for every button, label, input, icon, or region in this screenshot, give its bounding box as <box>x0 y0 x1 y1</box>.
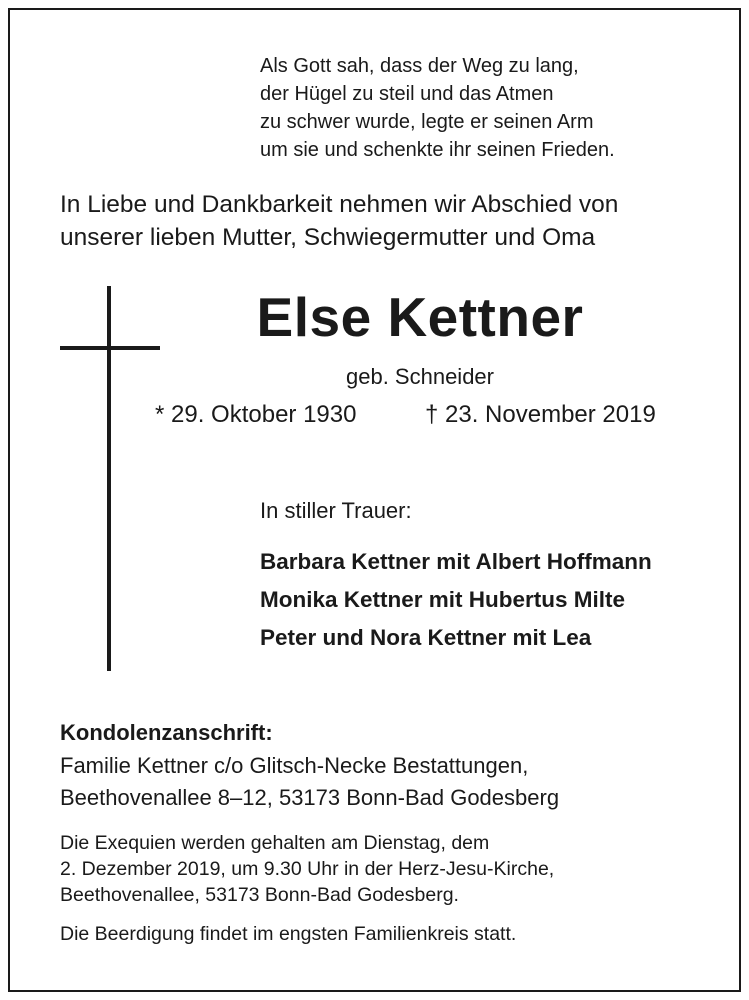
poem-line: Als Gott sah, dass der Weg zu lang, <box>260 55 579 77</box>
mourning-label: In stiller Trauer: <box>260 498 412 523</box>
poem <box>260 52 615 164</box>
intro-line: In Liebe und Dankbarkeit nehmen wir Abschied von <box>60 191 619 218</box>
poem-line: zu schwer wurde, legte er seinen Arm <box>260 111 594 133</box>
condolence-address <box>60 750 559 814</box>
poem-line: um sie und schenkte ihr seinen Frieden. <box>260 139 615 161</box>
deceased-name: Else Kettner <box>256 286 584 348</box>
poem-line: der Hügel zu steil und das Atmen <box>260 83 554 105</box>
service-line: 2. Dezember 2019, um 9.30 Uhr in der Herz-Jesu-Kirche, <box>60 858 555 880</box>
cross-icon <box>107 286 111 671</box>
mourner-entry: Monika Kettner mit Hubertus Milte <box>260 587 626 612</box>
death-date: † 23. November 2019 <box>425 401 656 428</box>
service-line: Die Exequien werden gehalten am Dienstag, dem <box>60 832 490 854</box>
farewell-intro <box>60 188 618 254</box>
maiden-name: geb. Schneider <box>346 364 494 389</box>
address-line: Familie Kettner c/o Glitsch-Necke Bestattungen, <box>60 753 529 778</box>
service-info <box>60 830 554 908</box>
mourners-list <box>260 543 652 657</box>
burial-note: Die Beerdigung findet im engsten Familienkreis statt. <box>60 923 517 945</box>
mourner-entry: Barbara Kettner mit Albert Hoffmann <box>260 549 652 574</box>
condolence-heading: Kondolenzanschrift: <box>60 720 273 745</box>
cross-icon-crossbar <box>60 346 160 350</box>
life-dates <box>155 398 656 432</box>
intro-line: unserer lieben Mutter, Schwiegermutter und Oma <box>60 224 596 251</box>
birth-date: * 29. Oktober 1930 <box>155 401 357 428</box>
service-line: Beethovenallee, 53173 Bonn-Bad Godesberg. <box>60 884 459 906</box>
address-line: Beethovenallee 8–12, 53173 Bonn-Bad Godesberg <box>60 785 560 810</box>
obituary-frame <box>8 8 741 992</box>
mourner-entry: Peter und Nora Kettner mit Lea <box>260 625 592 650</box>
